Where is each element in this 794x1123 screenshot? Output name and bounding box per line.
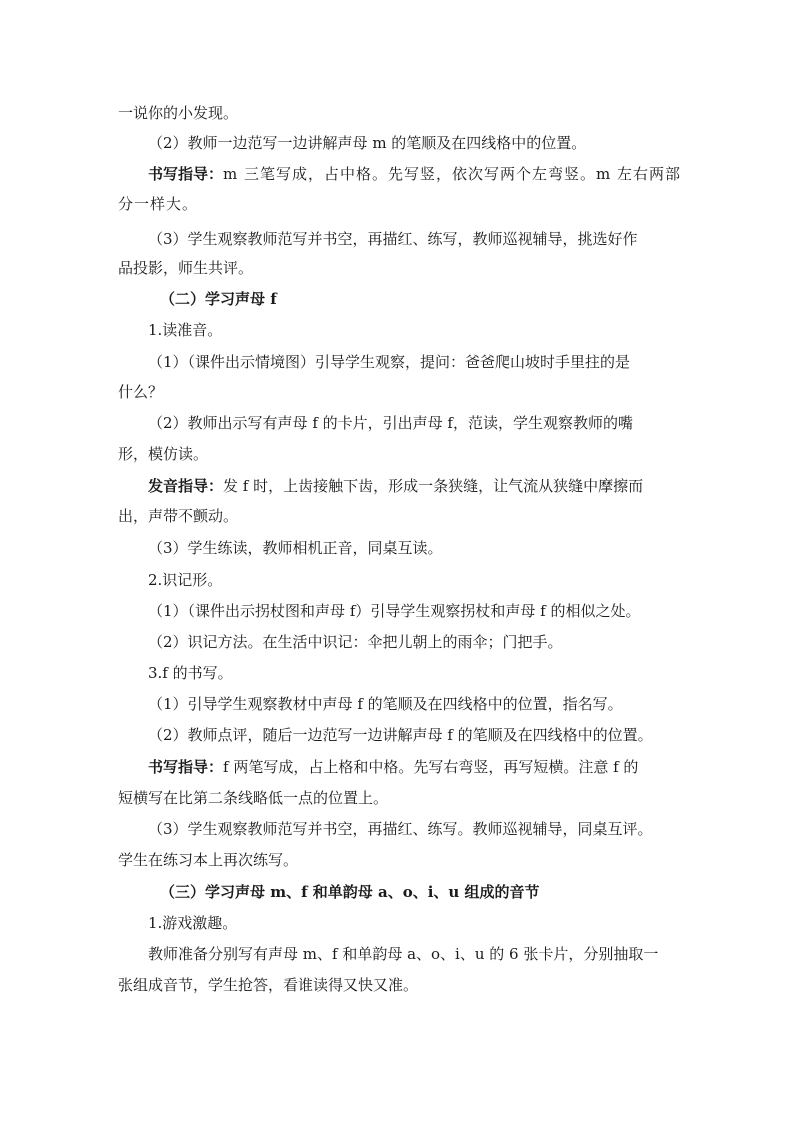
writing-guide-line	[148, 164, 686, 184]
paragraph-line: （2）教师一边范写一边讲解声母 m 的笔顺及在四线格中的位置。	[148, 134, 587, 152]
paragraph-line: （2）教师点评，随后一边范写一边讲解声母 f 的笔顺及在四线格中的位置。	[148, 726, 653, 744]
paragraph-line: 品投影，师生共评。	[118, 259, 254, 277]
writing-guide-label: 书写指导：	[148, 758, 224, 776]
paragraph-line: 什么？	[118, 383, 164, 401]
paragraph-line: （3）学生观察教师范写并书空，再描红、练写。教师巡视辅导，同桌互评。	[148, 820, 653, 838]
paragraph-line: 3.f 的书写。	[148, 664, 233, 682]
pronunciation-guide-line	[148, 476, 686, 496]
writing-guide-text: f 两笔写成，占上格和中格。先写右弯竖，再写短横。注意 f 的	[223, 758, 639, 776]
paragraph-line: （2）识记方法。在生活中识记：伞把儿朝上的雨伞；门把手。	[148, 633, 563, 651]
paragraph-line: 教师准备分别写有声母 m、f 和单韵母 a、o、i、u 的 6 张卡片，分别抽取一	[148, 945, 659, 963]
paragraph-line: 2.识记形。	[148, 571, 223, 589]
section-heading: （二）学习声母 f	[160, 290, 277, 308]
paragraph-line: （2）教师出示写有声母 f 的卡片，引出声母 f，范读，学生观察教师的嘴	[148, 414, 633, 432]
writing-guide-text: m 三笔写成，占中格。先写竖，依次写两个左弯竖。m 左右两部	[223, 165, 682, 183]
paragraph-line: （3）学生观察教师范写并书空，再描红、练写，教师巡视辅导，挑选好作	[148, 230, 638, 248]
pronunciation-guide-text: 发 f 时，上齿接触下齿，形成一条狭缝，让气流从狭缝中摩擦而	[223, 477, 644, 495]
writing-guide-label: 书写指导：	[148, 165, 224, 183]
paragraph-line: （3）学生练读，教师相机正音，同桌互读。	[148, 539, 443, 557]
paragraph-line: （1）引导学生观察教材中声母 f 的笔顺及在四线格中的位置，指名写。	[148, 695, 623, 713]
paragraph-line: 一说你的小发现。	[118, 104, 239, 122]
paragraph-line: （1）（课件出示情境图）引导学生观察，提问：爸爸爬山坡时手里拄的是	[148, 353, 631, 371]
paragraph-line: 形，模仿读。	[118, 445, 209, 463]
paragraph-line: 张组成音节，学生抢答，看谁读得又快又准。	[118, 976, 419, 994]
paragraph-line: 1.读准音。	[148, 321, 223, 339]
paragraph-line: 1.游戏激趣。	[148, 914, 238, 932]
paragraph-line: 短横写在比第二条线略低一点的位置上。	[118, 789, 389, 807]
paragraph-line: 分一样大。	[118, 195, 199, 213]
paragraph-line: （1）（课件出示拐杖图和声母 f）引导学生观察拐杖和声母 f 的相似之处。	[148, 602, 641, 620]
paragraph-line: 出，声带不颤动。	[118, 507, 239, 525]
section-heading: （三）学习声母 m、f 和单韵母 a、o、i、u 组成的音节	[160, 883, 540, 901]
paragraph-line: 学生在练习本上再次练写。	[118, 851, 299, 869]
pronunciation-guide-label: 发音指导：	[148, 477, 224, 495]
writing-guide-line	[148, 757, 686, 777]
